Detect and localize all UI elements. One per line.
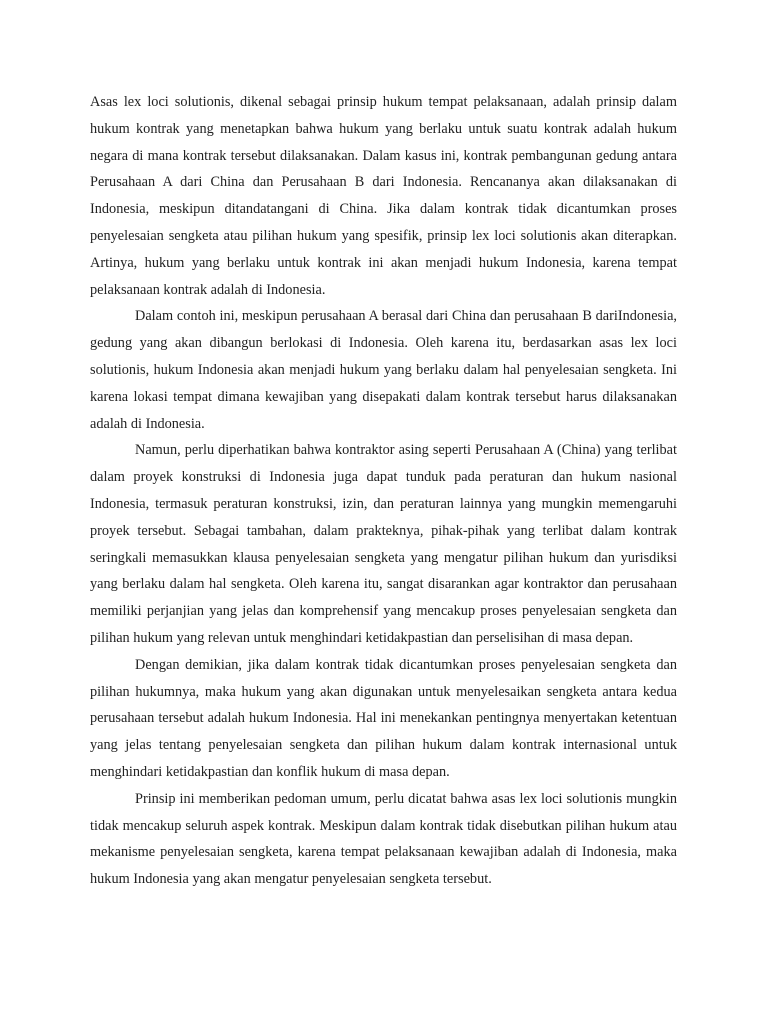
paragraph-1: Asas lex loci solutionis, dikenal sebagai prinsip hukum tempat pelaksanaan, adalah prinsip dalam hukum kontrak yang menetapkan bahwa hukum yang berlaku untuk suatu kontrak adalah hukum negara di mana kontrak tersebut dilaksanakan. Dalam kasus ini, kontrak pembangunan gedung antara Perusahaan A dari China dan Perusahaan B dari Indonesia. Rencananya akan dilaksanakan di Indonesia, meskipun ditandatangani di China. Jika dalam kontrak tidak dicantumkan proses penyelesaian sengketa atau pilihan hukum yang spesifik, prinsip lex loci solutionis akan diterapkan. Artinya, hukum yang berlaku untuk kontrak ini akan menjadi hukum Indonesia, karena tempat pelaksanaan kontrak adalah di Indonesia.	[90, 94, 677, 298]
paragraph-5: Prinsip ini memberikan pedoman umum, perlu dicatat bahwa asas lex loci solutionis mungkin tidak mencakup seluruh aspek kontrak. Meskipun dalam kontrak tidak disebutkan pilihan hukum atau mekanisme penyelesaian sengketa, karena tempat pelaksanaan kewajiban adalah di Indonesia, maka hukum Indonesia yang akan mengatur penyelesaian sengketa tersebut.	[90, 790, 677, 888]
paragraph-2: Dalam contoh ini, meskipun perusahaan A berasal dari China dan perusahaan B dariIndonesia, gedung yang akan dibangun berlokasi di Indonesia. Oleh karena itu, berdasarkan asas lex loci solutionis, hukum Indonesia akan menjadi hukum yang berlaku dalam hal penyelesaian sengketa. Ini karena lokasi tempat dimana kewajiban yang disepakati dalam kontrak tersebut harus dilaksanakan adalah di Indonesia.	[90, 308, 677, 432]
paragraph-3: Namun, perlu diperhatikan bahwa kontraktor asing seperti Perusahaan A (China) yang terlibat dalam proyek konstruksi di Indonesia juga dapat tunduk pada peraturan dan hukum nasional Indonesia, termasuk peraturan konstruksi, izin, dan peraturan lainnya yang mungkin memengaruhi proyek tersebut. Sebagai tambahan, dalam prakteknya, pihak-pihak yang terlibat dalam kontrak seringkali memasukkan klausa penyelesaian sengketa yang mengatur pilihan hukum dan yurisdiksi yang berlaku dalam hal sengketa. Oleh karena itu, sangat disarankan agar kontraktor dan perusahaan memiliki perjanjian yang jelas dan komprehensif yang mencakup proses penyelesaian sengketa dan pilihan hukum yang relevan untuk menghindari ketidakpastian dan perselisihan di masa depan.	[90, 442, 677, 646]
paragraph-4: Dengan demikian, jika dalam kontrak tidak dicantumkan proses penyelesaian sengketa dan pilihan hukumnya, maka hukum yang akan digunakan untuk menyelesaikan sengketa antara kedua perusahaan tersebut adalah hukum Indonesia. Hal ini menekankan pentingnya menyertakan ketentuan yang jelas tentang penyelesaian sengketa dan pilihan hukum dalam kontrak internasional untuk menghindari ketidakpastian dan konflik hukum di masa depan.	[90, 656, 677, 780]
document-body	[90, 89, 677, 893]
